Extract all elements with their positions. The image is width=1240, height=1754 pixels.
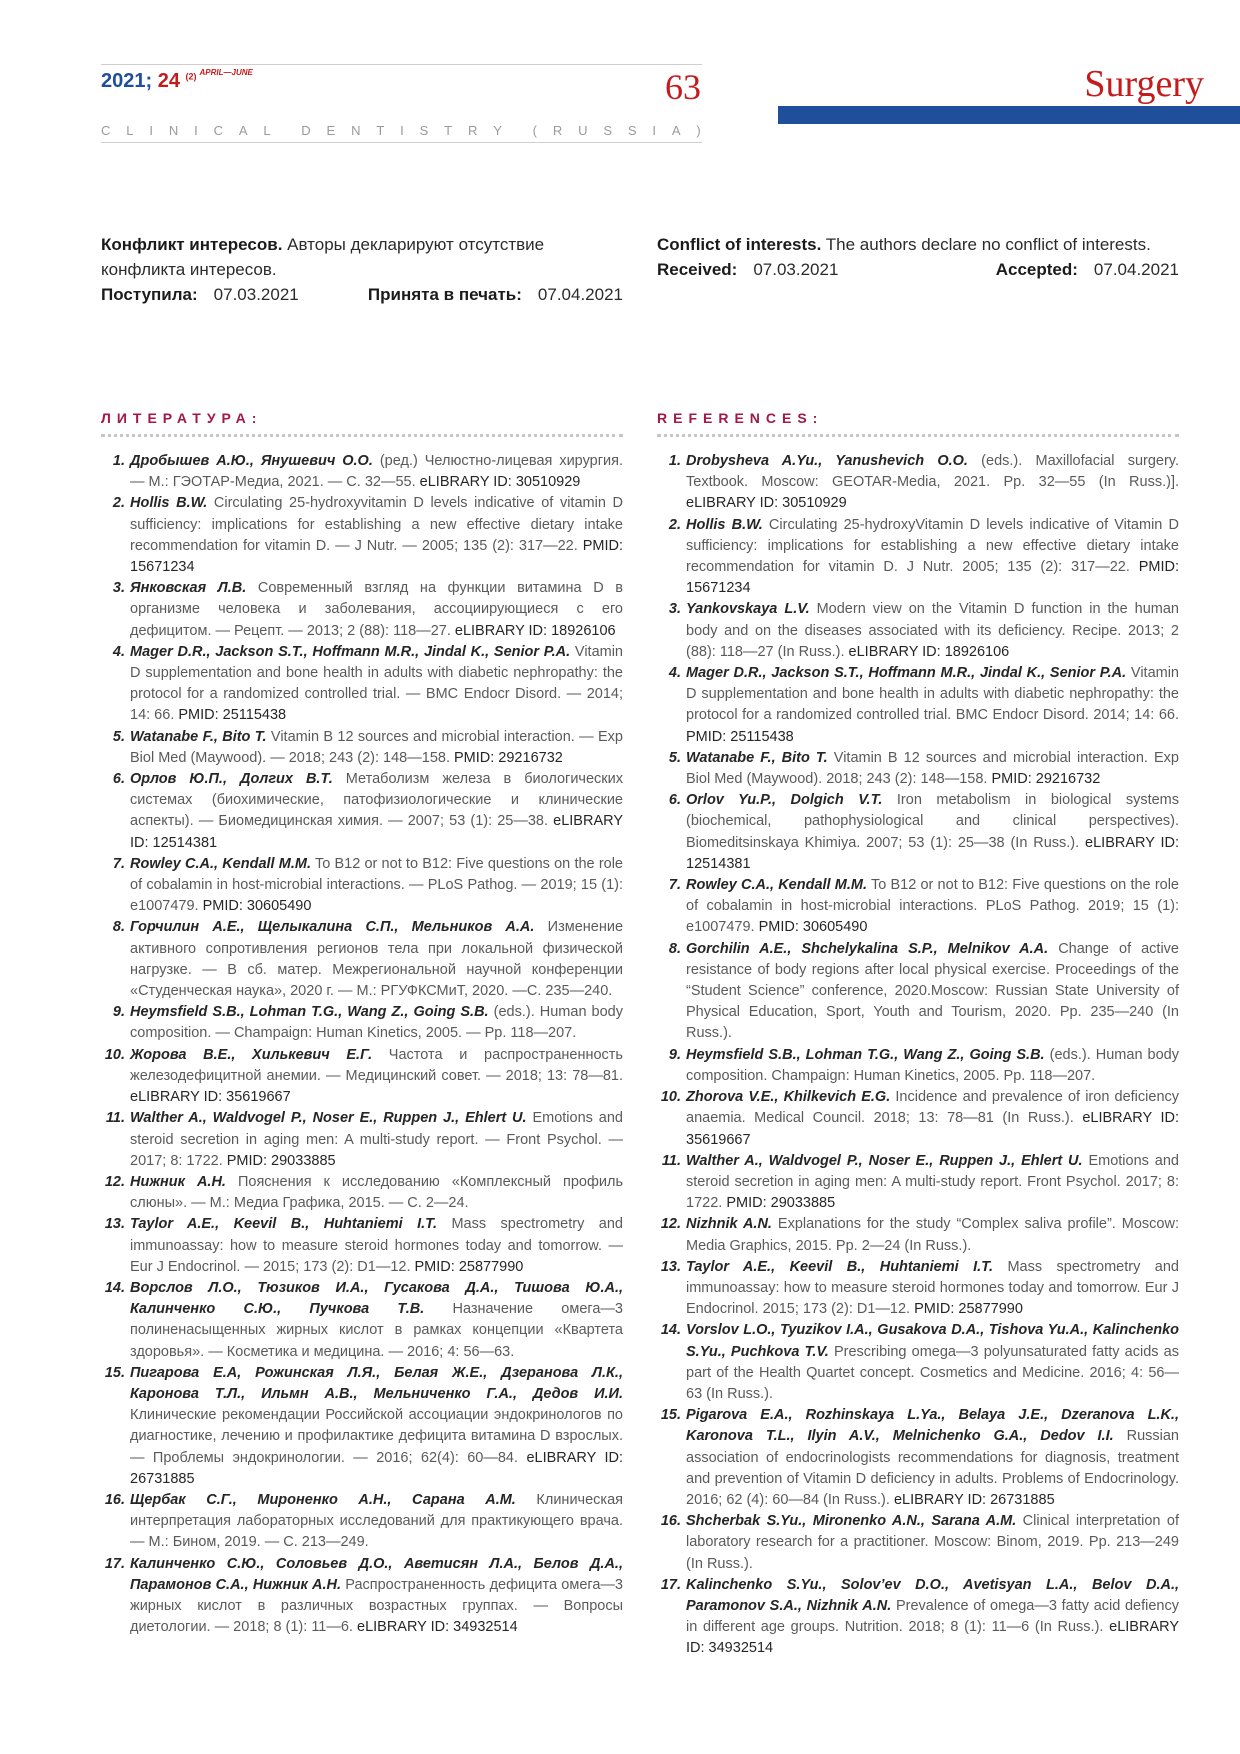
reference-authors: Vorslov L.O., Tyuzikov I.A., Gusakova D.A., Tishova Yu.A., Kalinchenko S.Yu., Puchkova T.V.: [686, 1322, 1179, 1360]
reference-body: [681, 1214, 1179, 1256]
accepted-en: [996, 257, 1179, 282]
references-heading-ru: ЛИТЕРАТУРА:: [101, 410, 263, 426]
reference-authors: Orlov Yu.P., Dolgich V.T.: [686, 792, 883, 809]
references-divider-en: [657, 434, 1179, 437]
reference-text: Emotions and steroid secretion in aging men: A multi-study report. — Front Psychol. — 2017; 8: 1722.: [130, 1110, 623, 1169]
reference-body: [125, 1002, 623, 1044]
reference-item: [657, 1257, 1179, 1321]
reference-number: 4.: [112, 643, 125, 660]
reference-authors: Ворслов Л.О., Тюзиков И.А., Гусакова Д.А., Тишова Ю.А., Калинченко С.Ю., Пучкова Т.В.: [130, 1279, 623, 1318]
reference-body: [125, 1108, 623, 1172]
reference-identifier: PMID: 29216732: [454, 749, 563, 766]
reference-text: Клиническая интерпретация лабораторных исследований для практикующего врача. — М.: Бином, 2019. — С. 213—249.: [130, 1491, 623, 1551]
reference-number: 12.: [660, 1216, 681, 1233]
received-label-en: Received:: [657, 260, 738, 279]
reference-text: Современный взгляд на функции витамина D в организме человека и заболевания, ассоциирующиеся с его дефицитом. — Рецепт. — 2013; 2 (88): 118—27.: [130, 580, 623, 639]
reference-number: 6.: [668, 792, 681, 809]
reference-item: [101, 727, 623, 769]
reference-number: 4.: [668, 665, 681, 682]
reference-text: Prevalence of omega—3 fatty acid defiency in different age groups. Nutrition. 2018; 8 (1): 11—6 (In Russ.).: [686, 1597, 1179, 1636]
reference-text: Пояснения к исследованию «Комплексный профиль слюны». — М.: Медиа Графика, 2015. — С. 2—24.: [130, 1173, 624, 1212]
journal-letter: L: [126, 123, 135, 138]
reference-number: 13.: [660, 1258, 681, 1275]
reference-authors: Shcherbak S.Yu., Mironenko A.N., Sarana A.M.: [686, 1513, 1017, 1530]
reference-number: 13.: [104, 1216, 125, 1233]
reference-identifier: PMID: 25115438: [178, 707, 287, 724]
reference-text: Prescribing omega—3 polyunsaturated fatty acids as part of the Health Quartet concept. Cosmetics and Medicine. 2016; 4: 56—63 (In Russ.).: [686, 1343, 1179, 1402]
reference-identifier: eLIBRARY ID: 18926106: [454, 622, 616, 639]
reference-item: [657, 1214, 1179, 1256]
reference-number: 16.: [660, 1513, 681, 1530]
accepted-date-en: 07.04.2021: [1093, 260, 1179, 279]
reference-text: Назначение омега—3 полиненасыщенных жирных кислот в рамках концепции «Квартета здоровья». — Косметика и медицина. — 2016; 4: 56—63.: [130, 1301, 623, 1360]
header-bottom-rule: [101, 142, 702, 143]
reference-item: [101, 1108, 623, 1172]
accepted-ru: [368, 282, 623, 307]
reference-authors: Taylor A.E., Keevil B., Huhtaniemi I.T.: [686, 1258, 993, 1275]
reference-body: [125, 1214, 623, 1278]
journal-letter: (: [532, 123, 538, 138]
references-ru: [101, 410, 623, 1638]
conflict-text-en: The authors declare no conflict of interests.: [821, 235, 1151, 254]
reference-number: 15.: [104, 1364, 125, 1381]
reference-authors: Пигарова Е.А, Рожинская Л.Я., Белая Ж.Е., Дзеранова Л.К., Каронова Т.Л., Ильмн А.В., Мельниченко Г.А., Дедов И.И.: [130, 1364, 623, 1402]
reference-number: 10.: [104, 1046, 125, 1063]
reference-identifier: eLIBRARY ID: 30510929: [419, 474, 581, 491]
received-label-ru: Поступила:: [101, 285, 198, 304]
reference-item: [657, 1511, 1179, 1575]
reference-authors: Drobysheva A.Yu., Yanushevich O.O.: [686, 453, 968, 469]
reference-body: [125, 493, 623, 578]
reference-body: [681, 1151, 1179, 1215]
reference-item: [657, 599, 1179, 663]
reference-authors: Taylor A.E., Keevil B., Huhtaniemi I.T.: [130, 1216, 437, 1233]
reference-identifier: eLIBRARY ID: 34932514: [357, 1619, 518, 1636]
reference-text: Clinical interpretation of laboratory research for a practitioner. Moscow: Binom, 2019. Pp. 213—249 (In Russ.).: [686, 1513, 1179, 1572]
journal-letter: I: [194, 123, 199, 138]
reference-authors: Watanabe F., Bito T.: [130, 728, 267, 745]
reference-body: [681, 1575, 1179, 1660]
journal-letter: I: [400, 123, 405, 138]
received-ru: [101, 282, 299, 307]
reference-item: [101, 854, 623, 918]
reference-item: [101, 1554, 623, 1639]
reference-item: [101, 451, 623, 493]
reference-text: (eds.). Human body composition. Champaign: Human Kinetics, 2005. Pp. 118—207.: [686, 1046, 1179, 1084]
received-date-en: 07.03.2021: [753, 260, 839, 279]
reference-identifier: eLIBRARY ID: 12514381: [130, 813, 623, 851]
reference-number: 11.: [105, 1110, 125, 1127]
reference-identifier: PMID: 25877990: [914, 1301, 1023, 1318]
reference-body: [125, 642, 623, 727]
reference-number: 6.: [112, 771, 125, 788]
reference-authors: Нижник А.Н.: [130, 1173, 226, 1190]
reference-body: [125, 1490, 623, 1554]
reference-number: 1.: [112, 453, 125, 469]
reference-number: 14.: [660, 1322, 681, 1339]
journal-letter: D: [301, 123, 312, 138]
reference-body: [125, 1278, 623, 1363]
reference-text: Explanations for the study “Complex saliva profile”. Moscow: Media Graphics, 2015. Pp. 2—24 (In Russ.).: [686, 1216, 1179, 1254]
reference-item: [101, 1490, 623, 1554]
reference-body: [125, 1172, 623, 1214]
journal-letter: T: [376, 123, 386, 138]
accepted-date-ru: 07.04.2021: [537, 285, 623, 304]
reference-identifier: eLIBRARY ID: 18926106: [848, 643, 1010, 660]
reference-number: 5.: [112, 728, 125, 745]
reference-authors: Pigarova E.A., Rozhinskaya L.Ya., Belaya J.E., Dzeranova L.K., Karonova T.L., Ilyin A.V., Melnichenko G.A., Dedov I.I.: [686, 1407, 1179, 1445]
reference-identifier: PMID: 30605490: [202, 898, 312, 915]
reference-item: [657, 451, 1179, 515]
reference-number: 3.: [112, 580, 125, 597]
reference-text: (eds.). Maxillofacial surgery. Textbook. Moscow: GEOTAR-Media, 2021. Pp. 32—55 (In Russ.)].: [686, 453, 1179, 491]
conflict-label-en: Conflict of interests.: [657, 235, 822, 254]
reference-number: 10.: [660, 1089, 681, 1106]
reference-item: [101, 917, 623, 1002]
declaration-en: [657, 232, 1179, 282]
reference-text: Russian association of endocrinologists recommendations for diagnosis, treatment and prevention of Vitamin D deficiency in adults. Problems of Endocrinology. 2016; 62 (4): 60—84 (In Russ.).: [686, 1428, 1179, 1508]
journal-letter: U: [578, 123, 589, 138]
reference-body: [125, 769, 623, 854]
reference-item: [657, 663, 1179, 748]
journal-letter: A: [671, 123, 682, 138]
reference-authors: Hollis B.W.: [130, 495, 208, 512]
reference-authors: Mager D.R., Jackson S.T., Hoffmann M.R., Jindal K., Senior P.A.: [130, 643, 571, 660]
reference-number: 2.: [668, 516, 681, 533]
reference-body: [681, 1087, 1179, 1151]
reference-body: [681, 1320, 1179, 1405]
reference-body: [681, 1511, 1179, 1575]
reference-text: Circulating 25-hydroxyvitamin D levels indicative of vitamin D sufficiency: implications for establishing a new effective dietary intake recommendation for vitamin D. — J Nutr. — 2005; 135 (2): 317—22.: [130, 495, 623, 554]
reference-item: [657, 790, 1179, 875]
reference-item: [657, 1320, 1179, 1405]
reference-authors: Heymsfield S.B., Lohman T.G., Wang Z., Going S.B.: [130, 1004, 489, 1021]
issue-year: 2021;: [101, 70, 153, 92]
journal-letter: S: [603, 123, 613, 138]
reference-authors: Rowley C.A., Kendall M.M.: [130, 855, 311, 872]
journal-letter: ): [696, 123, 702, 138]
reference-item: [101, 769, 623, 854]
accepted-label-en: Accepted:: [995, 260, 1078, 279]
reference-authors: Орлов Ю.П., Долгих В.Т.: [130, 771, 333, 788]
reference-identifier: PMID: 25877990: [414, 1258, 524, 1275]
reference-number: 12.: [104, 1173, 125, 1190]
journal-letter: S: [419, 123, 430, 138]
reference-list-ru: [101, 451, 623, 1638]
reference-authors: Nizhnik A.N.: [686, 1216, 772, 1233]
reference-authors: Mager D.R., Jackson S.T., Hoffmann M.R., Jindal K., Senior P.A.: [686, 665, 1127, 682]
reference-text: To B12 or not to B12: Five questions on the role of cobalamin in host-microbial interactions. PLoS Pathog. 2019; 15 (1): e1007479.: [686, 877, 1179, 936]
dates-row-en: [657, 257, 1179, 282]
journal-letter: A: [238, 123, 249, 138]
reference-number: 17.: [104, 1555, 125, 1572]
conflict-text-ru: Авторы декларируют отсутствие конфликта интересов.: [101, 235, 545, 279]
section-title: Surgery: [1084, 63, 1204, 105]
journal-letter: C: [101, 123, 112, 138]
reference-number: 3.: [668, 601, 681, 618]
reference-body: [125, 578, 623, 642]
reference-text: Vitamin D supplementation and bone health in adults with diabetic nephropathy: the protocol for a randomized controlled trial. — BMC Endocr Disord. — 2014; 14: 66.: [130, 643, 623, 724]
reference-item: [101, 1002, 623, 1044]
reference-identifier: eLIBRARY ID: 12514381: [686, 834, 1180, 872]
reference-authors: Walther A., Waldvogel P., Noser E., Ruppen J., Ehlert U.: [130, 1110, 527, 1127]
conflict-statement-en: [657, 232, 1179, 257]
references-divider-ru: [101, 434, 623, 437]
page-number: 63: [665, 67, 701, 107]
reference-authors: Walther A., Waldvogel P., Noser E., Ruppen J., Ehlert U.: [686, 1152, 1083, 1169]
journal-letter: R: [467, 123, 479, 138]
reference-list-en: [657, 451, 1179, 1660]
reference-identifier: PMID: 29033885: [726, 1195, 836, 1212]
reference-body: [125, 917, 623, 1002]
reference-authors: Янковская Л.В.: [130, 580, 247, 597]
reference-number: 2.: [112, 495, 125, 512]
reference-identifier: PMID: 15671234: [686, 559, 1179, 597]
reference-item: [657, 1087, 1179, 1151]
reference-text: Метаболизм железа в биологических системах (биохимические, патофизиологические и клинические аспекты). — Биомедицинская химия. — 2007; 53 (1): 25—38.: [130, 771, 623, 830]
reference-number: 17.: [660, 1576, 681, 1593]
reference-authors: Yankovskaya L.V.: [686, 601, 810, 618]
reference-identifier: PMID: 29033885: [226, 1152, 336, 1169]
references-en: [657, 410, 1179, 1660]
conflict-label-ru: Конфликт интересов.: [101, 235, 283, 254]
reference-body: [125, 854, 623, 918]
reference-authors: Heymsfield S.B., Lohman T.G., Wang Z., Going S.B.: [686, 1046, 1045, 1063]
reference-authors: Щербак С.Г., Мироненко А.Н., Сарана А.М.: [130, 1491, 516, 1508]
reference-text: Mass spectrometry and immunoassay: how to measure steroid hormones today and tomorrow. Eur J Endocrinol. 2015; 173 (2): D1—12.: [686, 1258, 1179, 1318]
reference-text: Circulating 25-hydroxyVitamin D levels indicative of Vitamin D sufficiency: implications for establishing a new effective dietary intake recommendation for vitamin D. J Nutr. 2005; 135 (2): 317—22.: [686, 516, 1179, 576]
reference-identifier: PMID: 25115438: [686, 728, 794, 745]
reference-authors: Rowley C.A., Kendall M.M.: [686, 877, 867, 894]
reference-text: Change of active resistance of body regions after local physical exercise. Proceedings of the “Student Science” conference, 2020.Moscow: Russian State University of Physical Education, Sport, Youth and Tourism, 2020. Pp. 235—240 (In Russ.).: [686, 940, 1179, 1042]
reference-item: [657, 1575, 1179, 1660]
journal-letter: I: [149, 123, 154, 138]
reference-number: 1.: [668, 453, 681, 469]
reference-item: [657, 748, 1179, 790]
journal-letter: T: [444, 123, 454, 138]
reference-item: [101, 1172, 623, 1214]
reference-body: [125, 451, 623, 493]
reference-authors: Gorchilin A.E., Shchelykalina S.P., Melnikov A.A.: [686, 940, 1049, 957]
reference-authors: Kalinchenko S.Yu., Solov’ev D.O., Avetisyan L.A., Belov D.A., Paramonov S.A., Nizhnik A.N.: [686, 1576, 1179, 1614]
reference-text: Vitamin D supplementation and bone health in adults with diabetic nephropathy: the protocol for a randomized controlled trial. BMC Endocr Disord. 2014; 14: 66.: [686, 665, 1179, 724]
reference-number: 9.: [668, 1046, 681, 1063]
reference-identifier: PMID: 15671234: [130, 537, 623, 576]
reference-body: [681, 1257, 1179, 1321]
received-en: [657, 257, 838, 282]
declaration-ru: [101, 232, 623, 307]
reference-number: 9.: [112, 1004, 125, 1021]
journal-letter: C: [213, 123, 224, 138]
reference-body: [681, 599, 1179, 663]
reference-body: [125, 727, 623, 769]
reference-body: [681, 663, 1179, 748]
journal-letter: R: [552, 123, 564, 138]
reference-number: 7.: [668, 877, 681, 894]
reference-text: Incidence and prevalence of iron deficiency anaemia. Medical Council. 2018; 13: 78—81 (In Russ.).: [686, 1089, 1180, 1127]
reference-item: [657, 515, 1179, 600]
reference-identifier: PMID: 29216732: [991, 771, 1101, 788]
reference-identifier: eLIBRARY ID: 26731885: [130, 1449, 623, 1487]
reference-item: [101, 1278, 623, 1363]
received-date-ru: 07.03.2021: [213, 285, 299, 304]
reference-identifier: eLIBRARY ID: 26731885: [893, 1491, 1055, 1508]
reference-body: [125, 1363, 623, 1490]
issue-volume: 24: [157, 70, 180, 92]
reference-item: [101, 1045, 623, 1109]
reference-body: [681, 451, 1179, 515]
issue-number: (2): [185, 71, 197, 82]
references-heading-en: REFERENCES:: [657, 410, 824, 426]
reference-text: Modern view on the Vitamin D function in the human body and on the diseases associated with its deficiency. Recipe. 2013; 2 (88): 118—27 (In Russ.).: [686, 601, 1179, 660]
reference-authors: Жорова В.Е., Хилькевич Е.Г.: [130, 1046, 373, 1063]
reference-number: 8.: [112, 919, 125, 936]
dates-row-ru: [101, 282, 623, 307]
header-top-rule: [101, 64, 702, 65]
reference-body: [125, 1045, 623, 1109]
reference-identifier: PMID: 30605490: [758, 919, 868, 936]
reference-item: [101, 1214, 623, 1278]
reference-body: [681, 939, 1179, 1045]
journal-letter: Y: [493, 123, 503, 138]
reference-item: [101, 642, 623, 727]
reference-item: [101, 1363, 623, 1490]
reference-item: [657, 1151, 1179, 1215]
reference-text: Vitamin B 12 sources and microbial interaction. Exp Biol Med (Maywood). 2018; 243 (2): 148—158.: [686, 749, 1179, 788]
journal-letter: E: [326, 123, 337, 138]
reference-body: [681, 790, 1179, 875]
reference-item: [101, 493, 623, 578]
reference-text: (ред.) Челюстно-лицевая хирургия. — М.: ГЭОТАР-Медиа, 2021. — С. 32—55.: [130, 453, 624, 491]
reference-authors: Hollis B.W.: [686, 516, 763, 533]
reference-identifier: eLIBRARY ID: 30510929: [686, 495, 847, 512]
journal-letter: S: [627, 123, 638, 138]
reference-body: [125, 1554, 623, 1639]
reference-number: 8.: [668, 940, 681, 957]
journal-letter: N: [351, 123, 362, 138]
reference-number: 11.: [661, 1152, 681, 1169]
reference-body: [681, 748, 1179, 790]
reference-text: (eds.). Human body composition. — Champaign: Human Kinetics, 2005. — Pp. 118—207.: [130, 1004, 623, 1042]
reference-text: To B12 or not to B12: Five questions on the role of cobalamin in host-microbial interactions. — PLoS Pathog. — 2019; 15 (1): e1007479.: [130, 855, 623, 915]
reference-authors: Watanabe F., Bito T.: [686, 749, 828, 766]
issue-info: [101, 68, 253, 93]
reference-text: Изменение активного сопротивления регионов тела при локальной физической нагрузке. — В сб. матер. Межрегиональной научной конференции «Студенческая наука», 2020 г. — М.: РГУФКСМиТ, 2020. —С. 235—240.: [130, 919, 624, 1000]
reference-body: [681, 1405, 1179, 1511]
conflict-statement-ru: [101, 232, 623, 282]
journal-letter: N: [168, 123, 180, 138]
reference-authors: Дробышев А.Ю., Янушевич О.О.: [130, 453, 373, 469]
reference-item: [657, 1405, 1179, 1511]
reference-number: 5.: [668, 749, 681, 766]
section-bar: [778, 106, 1240, 124]
reference-text: Vitamin B 12 sources and microbial interaction. — Exp Biol Med (Maywood). — 2018; 243 (2): 148—158.: [130, 728, 623, 766]
reference-text: Iron metabolism in biological systems (biochemical, pathophysiological and clinical perspectives). Biomeditsinskaya Khimiya. 2007; 53 (1): 25—38 (In Russ.).: [686, 792, 1179, 851]
reference-identifier: eLIBRARY ID: 35619667: [130, 1089, 291, 1106]
reference-text: Частота и распространенность железодефицитной анемии. — Медицинский совет. — 2018; 13: 78—81.: [130, 1046, 623, 1084]
reference-text: Клинические рекомендации Российской ассоциации эндокринологов по диагностике, лечению и профилактике дефицита витамина D взрослых. — Проблемы эндокринологии. — 2016; 62(4): 60—84.: [130, 1407, 623, 1466]
reference-authors: Zhorova V.E., Khilkevich E.G.: [686, 1089, 891, 1106]
reference-authors: Калинченко С.Ю., Соловьев Д.О., Аветисян Л.А., Белов Д.А., Парамонов С.А., Нижник А.Н.: [130, 1555, 623, 1593]
journal-letter: L: [263, 123, 272, 138]
reference-number: 14.: [104, 1279, 125, 1296]
reference-number: 16.: [104, 1491, 125, 1508]
reference-item: [101, 578, 623, 642]
accepted-label-ru: Принята в печать:: [367, 285, 522, 304]
reference-text: Распространенность дефицита омега—3 жирных кислот в различных возрастных группах. — Вопросы диетологии. — 2018; 8 (1): 11—6.: [130, 1576, 623, 1636]
reference-item: [657, 1045, 1179, 1087]
reference-number: 7.: [112, 855, 125, 872]
reference-identifier: eLIBRARY ID: 35619667: [686, 1110, 1179, 1148]
journal-name: [101, 123, 702, 138]
reference-identifier: eLIBRARY ID: 34932514: [686, 1619, 1179, 1657]
reference-body: [681, 1045, 1179, 1087]
issue-months: APRIL—JUNE: [199, 68, 253, 77]
reference-item: [657, 939, 1179, 1045]
reference-body: [681, 515, 1179, 600]
journal-letter: I: [652, 123, 657, 138]
reference-text: Mass spectrometry and immunoassay: how to measure steroid hormones today and tomorrow. — Eur J Endocrinol. — 2015; 173 (2): D1—12.: [130, 1216, 623, 1275]
reference-number: 15.: [660, 1407, 681, 1424]
reference-authors: Горчилин А.Е., Щелыкалина С.П., Мельников А.А.: [130, 919, 535, 936]
reference-text: Emotions and steroid secretion in aging men: A multi-study report. Front Psychol. 2017; 8: 1722.: [686, 1152, 1179, 1212]
reference-item: [657, 875, 1179, 939]
reference-body: [681, 875, 1179, 939]
